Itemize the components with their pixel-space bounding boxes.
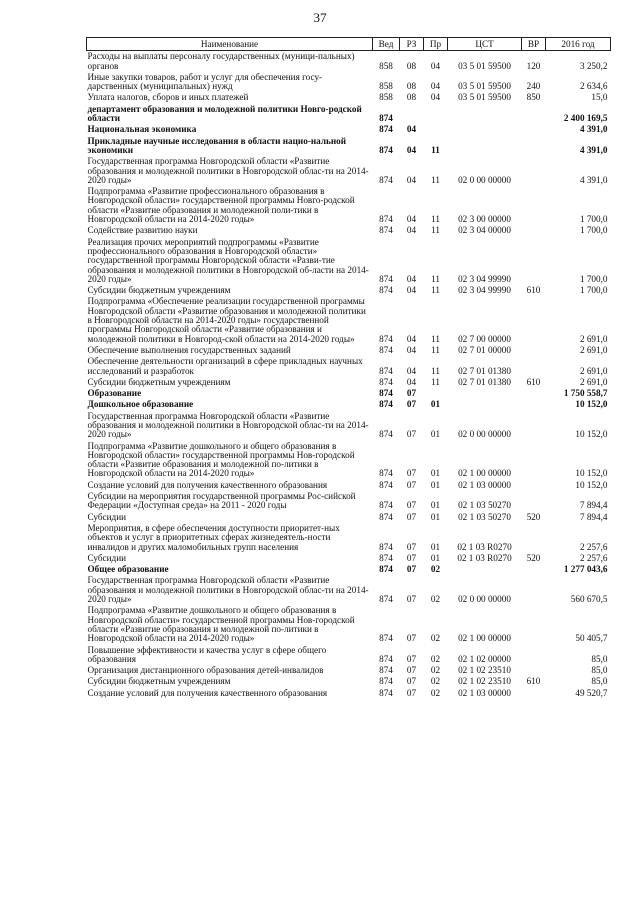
- row-cst: 02 1 03 50270: [458, 511, 511, 522]
- row-rz: 07: [406, 665, 417, 676]
- row-vr: [522, 441, 546, 480]
- row-pr: 02: [430, 687, 441, 698]
- table-row: [87, 411, 611, 441]
- row-cst: 02 7 00 00000: [458, 333, 511, 344]
- row-cst: [448, 124, 522, 135]
- row-rz: 08: [406, 81, 417, 92]
- row-vr: [522, 480, 546, 491]
- table-row: [87, 136, 611, 157]
- table-row: [87, 104, 611, 125]
- row-cst: 02 7 01 00000: [458, 344, 511, 355]
- row-name: Субсидии бюджетным учреждениям: [87, 285, 231, 296]
- row-vr: [522, 225, 546, 236]
- row-rz: [400, 104, 424, 125]
- row-name: Прикладные научные исследования в области нацио-нальной экономики: [87, 135, 347, 155]
- row-rz: 04: [406, 214, 417, 225]
- row-pr: 02: [430, 653, 441, 664]
- row-cst: 03 5 01 59500: [458, 81, 511, 92]
- row-ved: 874: [379, 214, 393, 225]
- row-ved: 874: [379, 333, 393, 344]
- row-name: Иные закупки товаров, работ и услуг для обеспечения госу-дарственных (муниципальных) нужд: [87, 71, 323, 92]
- row-pr: 02: [430, 676, 441, 687]
- row-cst: 02 3 04 00000: [458, 225, 511, 236]
- row-pr: 01: [430, 511, 441, 522]
- row-rz: 08: [406, 60, 417, 71]
- row-ved: 874: [379, 388, 393, 399]
- table-row: [87, 512, 611, 523]
- row-cst: 02 1 03 R0270: [457, 552, 512, 563]
- row-cst: 02 7 01 01380: [458, 376, 511, 387]
- row-name: Уплата налогов, сборов и иных платежей: [87, 92, 249, 103]
- table-row: [87, 296, 611, 344]
- row-cst: 02 3 04 99990: [458, 285, 511, 296]
- row-cst: 02 3 04 99990: [458, 273, 511, 284]
- header-rz: РЗ: [400, 38, 424, 51]
- row-vr: [522, 296, 546, 344]
- row-amount: 10 152,0: [575, 429, 608, 440]
- row-rz: 07: [406, 388, 417, 399]
- row-name: Расходы на выплаты персоналу государственных (муници-пальных) органов: [87, 51, 355, 71]
- page-number: 37: [313, 10, 327, 25]
- table-row: [87, 345, 611, 356]
- row-name: Субсидии на мероприятия государственной программы Рос-сийской Федерации «Доступная среда» на 2011 - 2020 годы: [87, 491, 356, 511]
- budget-table: [86, 37, 611, 699]
- table-row: [87, 553, 611, 564]
- row-name: департамент образования и молодежной политики Новго-родской области: [87, 103, 362, 124]
- row-vr: [522, 605, 546, 644]
- row-vr: 610: [526, 285, 541, 296]
- row-vr: [522, 124, 546, 135]
- table-row: [87, 186, 611, 225]
- row-vr: 610: [526, 376, 541, 387]
- row-name: Субсидии: [87, 511, 127, 522]
- table-row: [87, 480, 611, 491]
- table-row: [87, 441, 611, 480]
- table-row: [87, 564, 611, 575]
- row-ved: 874: [379, 633, 393, 644]
- row-rz: 04: [406, 225, 417, 236]
- row-cst: 03 5 01 59500: [458, 92, 511, 103]
- table-row: [87, 237, 611, 285]
- row-pr: 01: [430, 500, 441, 511]
- row-cst: 02 1 02 00000: [458, 653, 511, 664]
- row-name: Субсидии бюджетным учреждениям: [87, 376, 231, 387]
- row-name: Обеспечение выполнения государственных заданий: [87, 344, 291, 355]
- row-ved: 874: [379, 511, 393, 522]
- row-vr: [522, 665, 546, 676]
- row-vr: [522, 104, 546, 125]
- table-row: [87, 645, 611, 666]
- row-amount: 49 520,7: [575, 687, 608, 698]
- row-cst: [448, 388, 522, 399]
- table-row: [87, 51, 611, 72]
- row-name: Подпрограмма «Развитие дошкольного и общего образования в Новгородской области» государственной программы Нов-городской области «Развитие образования и молодежной по-литики в Новгородской области на 2014-2020 годы»: [87, 605, 355, 644]
- row-pr: 11: [431, 365, 440, 376]
- row-ved: 874: [379, 687, 393, 698]
- row-cst: [448, 399, 522, 410]
- header-cst: ЦСТ: [448, 38, 522, 51]
- row-ved: 874: [379, 285, 393, 296]
- row-rz: 07: [406, 676, 417, 687]
- row-rz: 04: [406, 174, 417, 185]
- row-rz: 07: [406, 468, 417, 479]
- row-cst: 02 7 01 01380: [458, 365, 511, 376]
- row-amount: 2 257,6: [579, 552, 608, 563]
- row-ved: 874: [379, 144, 393, 155]
- row-name: Государственная программа Новгородской области «Развитие образования и молодежной политики в Новгородской облас-ти на 2014-2020 годы»: [87, 156, 369, 185]
- row-ved: 874: [379, 541, 393, 552]
- row-cst: 03 5 01 59500: [458, 60, 511, 71]
- row-ved: 874: [379, 564, 393, 575]
- table-row: [87, 225, 611, 236]
- row-rz: 07: [406, 633, 417, 644]
- row-cst: 02 1 03 00000: [458, 479, 511, 490]
- row-cst: 02 0 00 00000: [458, 174, 511, 185]
- row-vr: 120: [526, 60, 541, 71]
- row-ved: 874: [379, 113, 393, 124]
- row-amount: 85,0: [591, 676, 608, 687]
- row-pr: 04: [430, 81, 441, 92]
- row-vr: [522, 688, 546, 699]
- row-name: Государственная программа Новгородской области «Развитие образования и молодежной политики в Новгородской облас-ти на 2014-2020 годы»: [87, 410, 369, 440]
- row-ved: 874: [379, 174, 393, 185]
- row-pr: [424, 388, 448, 399]
- row-cst: 02 0 00 00000: [458, 429, 511, 440]
- row-amount: 2 400 169,5: [563, 113, 608, 124]
- row-name: Обеспечение деятельности организаций в сфере прикладных научных исследований и разработок: [87, 356, 363, 376]
- row-amount: 2 691,0: [579, 344, 608, 355]
- row-name: Содействие развитию науки: [87, 225, 198, 236]
- header-vr: ВР: [522, 38, 546, 51]
- row-vr: [522, 575, 546, 605]
- row-name: Субсидии бюджетным учреждениям: [87, 676, 231, 687]
- row-pr: 04: [430, 60, 441, 71]
- row-amount: 4 391,0: [579, 144, 608, 155]
- row-rz: 07: [406, 511, 417, 522]
- row-name: Создание условий для получения качественного образования: [87, 479, 328, 490]
- header-year: 2016 год: [546, 38, 611, 51]
- row-pr: 11: [431, 273, 440, 284]
- row-pr: 01: [430, 429, 441, 440]
- row-name: Подпрограмма «Развитие дошкольного и общего образования в Новгородской области» государственной программы Нов-городской области «Развитие образования и молодежной по-литики в Новгородской области на 2014-2020 годы»: [87, 440, 355, 479]
- row-vr: [522, 136, 546, 157]
- row-cst: [448, 136, 522, 157]
- row-cst: 02 1 00 00000: [458, 468, 511, 479]
- row-cst: [448, 104, 522, 125]
- row-pr: 02: [430, 665, 441, 676]
- row-vr: 520: [526, 552, 541, 563]
- row-amount: 7 894,4: [579, 500, 608, 511]
- row-vr: [522, 156, 546, 186]
- table-header: [87, 38, 611, 51]
- row-cst: 02 1 02 23510: [458, 676, 511, 687]
- row-pr: 11: [431, 333, 440, 344]
- table-row: [87, 72, 611, 93]
- row-rz: 07: [406, 500, 417, 511]
- row-ved: 858: [379, 60, 393, 71]
- row-amount: 2 691,0: [579, 365, 608, 376]
- row-ved: 874: [379, 225, 393, 236]
- row-amount: 85,0: [591, 665, 608, 676]
- row-rz: 07: [406, 479, 417, 490]
- row-vr: [522, 491, 546, 512]
- row-rz: 07: [406, 429, 417, 440]
- row-ved: 874: [379, 399, 393, 410]
- row-vr: 520: [526, 511, 541, 522]
- row-name: Государственная программа Новгородской области «Развитие образования и молодежной политики в Новгородской облас-ти на 2014-2020 годы»: [87, 575, 369, 605]
- row-amount: 3 250,2: [579, 60, 608, 71]
- row-rz: 07: [406, 564, 417, 575]
- row-rz: 04: [406, 124, 417, 135]
- row-ved: 874: [379, 376, 393, 387]
- row-vr: 610: [526, 676, 541, 687]
- row-vr: [522, 345, 546, 356]
- row-rz: 04: [406, 273, 417, 284]
- row-amount: 85,0: [591, 653, 608, 664]
- row-name: Подпрограмма «Развитие профессионального образования в Новгородской области» государственной программы Новго-родской области «Развитие образования и молодежной поли-тики в Новгородской области на 2014-2020 годы»: [87, 186, 355, 225]
- row-amount: 10 152,0: [575, 468, 608, 479]
- row-ved: 874: [379, 500, 393, 511]
- row-name: Мероприятия, в сфере обеспечения доступности приоритет-ных объектов и услуг в приоритетных сферах жизнедеятель-ности инвалидов и других маломобильных групп населения: [87, 522, 340, 552]
- row-vr: 240: [526, 81, 541, 92]
- row-amount: 4 391,0: [579, 174, 608, 185]
- row-ved: 874: [379, 594, 393, 605]
- row-rz: 04: [406, 333, 417, 344]
- row-amount: 1 750 558,7: [563, 388, 608, 399]
- row-name: Национальная экономика: [87, 124, 197, 135]
- table-row: [87, 356, 611, 377]
- table-row: [87, 665, 611, 676]
- row-vr: 850: [526, 92, 541, 103]
- row-pr: 11: [431, 344, 440, 355]
- row-ved: 874: [379, 653, 393, 664]
- row-vr: [522, 237, 546, 285]
- row-cst: 02 0 00 00000: [458, 594, 511, 605]
- row-amount: 1 277 043,6: [563, 564, 608, 575]
- row-rz: 04: [406, 144, 417, 155]
- row-vr: [522, 388, 546, 399]
- row-rz: 07: [406, 653, 417, 664]
- row-amount: 2 634,6: [579, 81, 608, 92]
- table-row: [87, 285, 611, 296]
- row-vr: [522, 564, 546, 575]
- table-row: [87, 92, 611, 103]
- row-pr: 01: [430, 541, 441, 552]
- table-row: [87, 156, 611, 186]
- row-rz: 04: [406, 285, 417, 296]
- row-amount: 2 691,0: [579, 333, 608, 344]
- row-ved: 874: [379, 344, 393, 355]
- row-name: Организация дистанционного образования детей-инвалидов: [87, 665, 324, 676]
- row-pr: 02: [430, 564, 441, 575]
- row-amount: 15,0: [591, 92, 608, 103]
- table-row: [87, 377, 611, 388]
- row-rz: 07: [406, 541, 417, 552]
- row-vr: [522, 523, 546, 553]
- row-vr: [522, 186, 546, 225]
- table-row: [87, 399, 611, 410]
- row-ved: 858: [379, 81, 393, 92]
- row-name: Субсидии: [87, 552, 127, 563]
- row-cst: 02 1 02 23510: [458, 665, 511, 676]
- row-pr: 11: [431, 225, 440, 236]
- row-vr: [522, 411, 546, 441]
- row-rz: 07: [406, 594, 417, 605]
- row-name: Создание условий для получения качественного образования: [87, 687, 328, 698]
- row-pr: [424, 104, 448, 125]
- row-ved: 874: [379, 552, 393, 563]
- table-row: [87, 688, 611, 699]
- row-name: Общее образование: [87, 564, 169, 575]
- row-pr: 01: [430, 479, 441, 490]
- row-vr: [522, 645, 546, 666]
- row-amount: 1 700,0: [579, 285, 608, 296]
- row-cst: 02 1 03 R0270: [457, 541, 512, 552]
- row-name: Дошкольное образование: [87, 399, 194, 410]
- row-ved: 874: [379, 468, 393, 479]
- row-amount: 1 700,0: [579, 214, 608, 225]
- row-vr: [522, 399, 546, 410]
- header-name: Наименование: [87, 38, 373, 51]
- row-ved: 874: [379, 676, 393, 687]
- table-body: [87, 51, 611, 699]
- row-amount: 4 391,0: [579, 124, 608, 135]
- row-ved: 874: [379, 124, 393, 135]
- row-rz: 04: [406, 376, 417, 387]
- row-ved: 874: [379, 479, 393, 490]
- table-row: [87, 388, 611, 399]
- row-ved: 874: [379, 665, 393, 676]
- row-pr: 01: [430, 552, 441, 563]
- row-pr: 01: [430, 468, 441, 479]
- row-pr: 11: [431, 376, 440, 387]
- row-pr: [424, 124, 448, 135]
- table-row: [87, 575, 611, 605]
- row-cst: [448, 564, 522, 575]
- row-cst: 02 1 03 50270: [458, 500, 511, 511]
- row-ved: 874: [379, 365, 393, 376]
- row-cst: 02 1 03 00000: [458, 687, 511, 698]
- row-pr: 02: [430, 594, 441, 605]
- table-row: [87, 491, 611, 512]
- row-amount: 7 894,4: [579, 511, 608, 522]
- row-rz: 04: [406, 365, 417, 376]
- row-pr: 11: [431, 174, 440, 185]
- row-pr: 02: [430, 633, 441, 644]
- row-cst: 02 3 00 00000: [458, 214, 511, 225]
- row-amount: 560 670,5: [570, 594, 608, 605]
- row-name: Подпрограмма «Обеспечение реализации государственной программы Новгородской области «Развитие образования и молодежной политики в Новгородской области на 2014-2020 годы» государственной программы Новгородской области «Развитие образования и молодежной политики в Новгород-ской области на 2014-2020 годы»: [87, 296, 366, 344]
- row-amount: 2 691,0: [579, 376, 608, 387]
- row-pr: 11: [431, 144, 440, 155]
- row-amount: 10 152,0: [575, 399, 608, 410]
- row-rz: 04: [406, 344, 417, 355]
- row-amount: 50 405,7: [575, 633, 608, 644]
- row-ved: 874: [379, 429, 393, 440]
- row-ved: 874: [379, 273, 393, 284]
- row-amount: 10 152,0: [575, 479, 608, 490]
- table-row: [87, 124, 611, 135]
- row-pr: 01: [430, 399, 441, 410]
- row-amount: 2 257,6: [579, 541, 608, 552]
- row-name: Повышение эффективности и качества услуг в сфере общего образования: [87, 644, 327, 664]
- row-rz: 08: [406, 92, 417, 103]
- row-vr: [522, 356, 546, 377]
- table-row: [87, 523, 611, 553]
- row-pr: 11: [431, 214, 440, 225]
- table-row: [87, 676, 611, 687]
- header-pr: Пр: [424, 38, 448, 51]
- table-row: [87, 605, 611, 644]
- row-pr: 04: [430, 92, 441, 103]
- row-cst: 02 1 00 00000: [458, 633, 511, 644]
- row-rz: 07: [406, 687, 417, 698]
- row-pr: 11: [431, 285, 440, 296]
- row-amount: 1 700,0: [579, 273, 608, 284]
- header-ved: Вед: [373, 38, 400, 51]
- row-rz: 07: [406, 552, 417, 563]
- row-name: Реализация прочих мероприятий подпрограммы «Развитие профессионального образования в Новгородской области» государственной программы Новгородской области «Разви-тие образования и молодежной политики в Новгородской об-ласти на 2014-2020 годы»: [87, 236, 369, 284]
- row-name: Образование: [87, 388, 142, 399]
- row-ved: 858: [379, 92, 393, 103]
- row-rz: 07: [406, 399, 417, 410]
- row-amount: 1 700,0: [579, 225, 608, 236]
